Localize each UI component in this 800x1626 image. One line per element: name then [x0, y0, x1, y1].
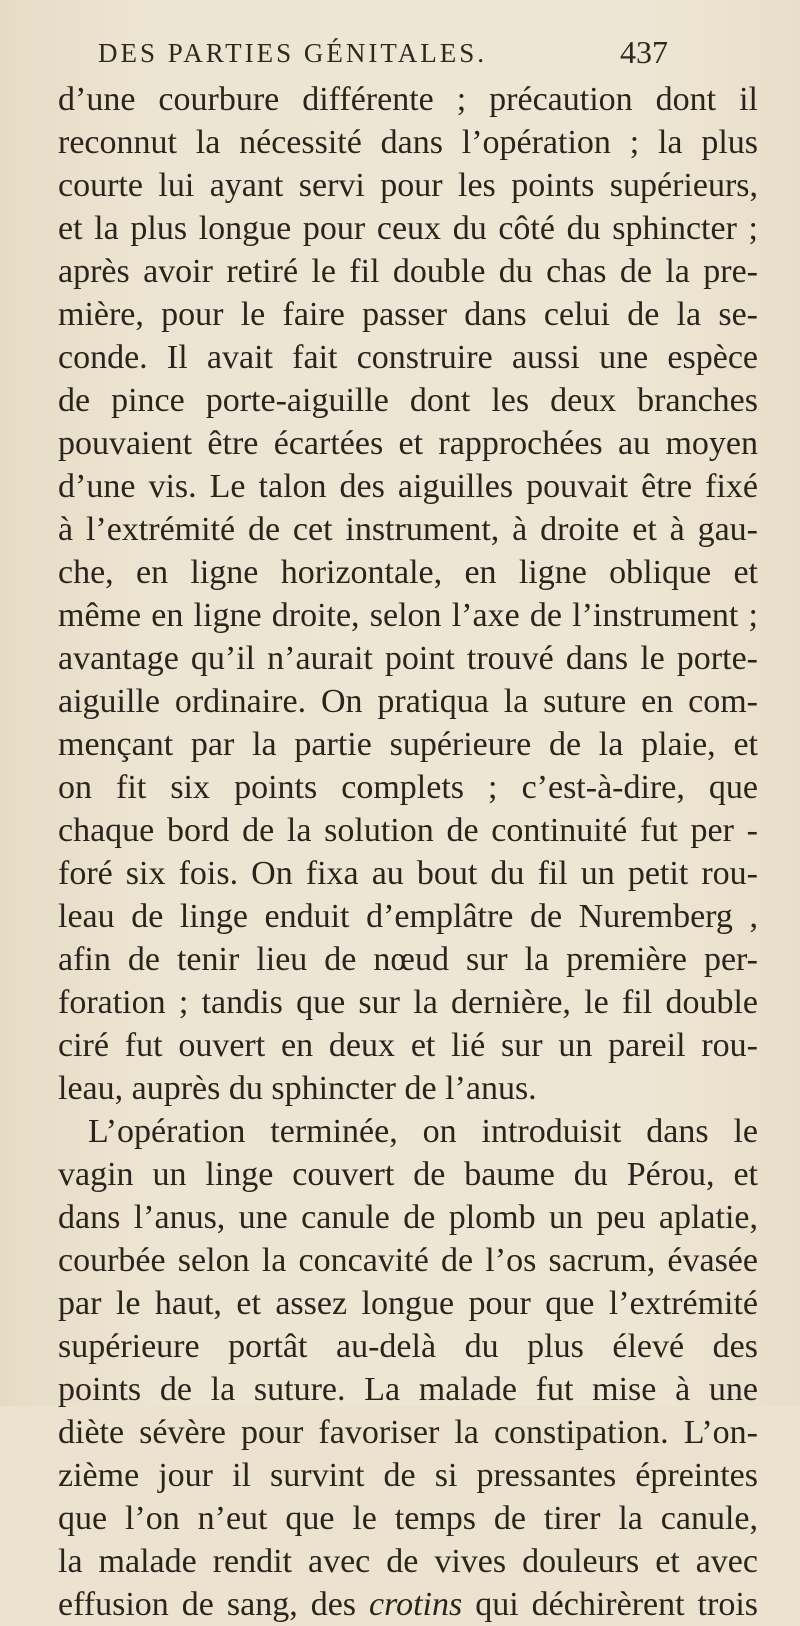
running-title: DES PARTIES GÉNITALES.: [98, 38, 487, 68]
text-line: avantage qu’il n’aurait point trouvé dans le porte-: [58, 640, 758, 677]
text-line: conde. Il avait fait construire aussi une espèce: [58, 339, 758, 376]
text-line: on fit six points complets ; c’est-à-dire, que: [58, 769, 758, 806]
text-line: vagin un linge couvert de baume du Pérou, et: [58, 1156, 758, 1193]
text-line: et la plus longue pour ceux du côté du sphincter ;: [58, 210, 758, 247]
text-line: courte lui ayant servi pour les points supérieurs,: [58, 167, 758, 204]
running-head: [98, 32, 698, 76]
text-line: leau de linge enduit d’emplâtre de Nuremberg ,: [58, 898, 758, 935]
text-line: che, en ligne horizontale, en ligne oblique et: [58, 554, 758, 591]
text-line: chaque bord de la solution de continuité fut per -: [58, 812, 758, 849]
italic-term: crotins: [369, 1586, 463, 1623]
final-text-line: [58, 1583, 758, 1626]
text-line: supérieure portât au-delà du plus élevé des: [58, 1328, 758, 1365]
text-line: reconnut la nécessité dans l’opération ; la plus: [58, 124, 758, 161]
text-line: afin de tenir lieu de nœud sur la première per-: [58, 941, 758, 978]
body-text: [58, 78, 758, 1626]
text-line: ciré fut ouvert en deux et lié sur un pareil rou-: [58, 1027, 758, 1064]
text-line: après avoir retiré le fil double du chas de la pre-: [58, 253, 758, 290]
text-line: même en ligne droite, selon l’axe de l’instrument ;: [58, 597, 758, 634]
text-line: de pince porte-aiguille dont les deux branches: [58, 382, 758, 419]
text-line: zième jour il survint de si pressantes épreintes: [58, 1457, 758, 1494]
text-line: mençant par la partie supérieure de la plaie, et: [58, 726, 758, 763]
text-line: foré six fois. On fixa au bout du fil un petit rou-: [58, 855, 758, 892]
text-line: foration ; tandis que sur la dernière, le fil double: [58, 984, 758, 1021]
text-line: que l’on n’eut que le temps de tirer la canule,: [58, 1500, 758, 1537]
text-line: pouvaient être écartées et rapprochées au moyen: [58, 425, 758, 462]
page-number: 437: [620, 34, 668, 70]
text-line: dans l’anus, une canule de plomb un peu aplatie,: [58, 1199, 758, 1236]
text-line: la malade rendit avec de vives douleurs et avec: [58, 1543, 758, 1580]
text-line: à l’extrémité de cet instrument, à droite et à gau-: [58, 511, 758, 548]
text-line: points de la suture. La malade fut mise à une: [58, 1371, 758, 1408]
paragraph-end-line: leau, auprès du sphincter de l’anus.: [58, 1070, 537, 1107]
text-line: courbée selon la concavité de l’os sacrum, évasée: [58, 1242, 758, 1279]
paragraph-start-line: L’opération terminée, on introduisit dans le: [88, 1113, 758, 1150]
text-line: par le haut, et assez longue pour que l’extrémité: [58, 1285, 758, 1322]
final-line-start: effusion de sang, des: [58, 1586, 370, 1623]
text-line: diète sévère pour favoriser la constipation. L’on-: [58, 1414, 758, 1451]
text-line: d’une courbure différente ; précaution dont il: [58, 81, 758, 118]
text-line: d’une vis. Le talon des aiguilles pouvait être fixé: [58, 468, 758, 505]
text-line: aiguille ordinaire. On pratiqua la suture en com-: [58, 683, 758, 720]
text-line: mière, pour le faire passer dans celui de la se-: [58, 296, 758, 333]
final-line-end: qui déchirèrent trois: [462, 1586, 758, 1623]
